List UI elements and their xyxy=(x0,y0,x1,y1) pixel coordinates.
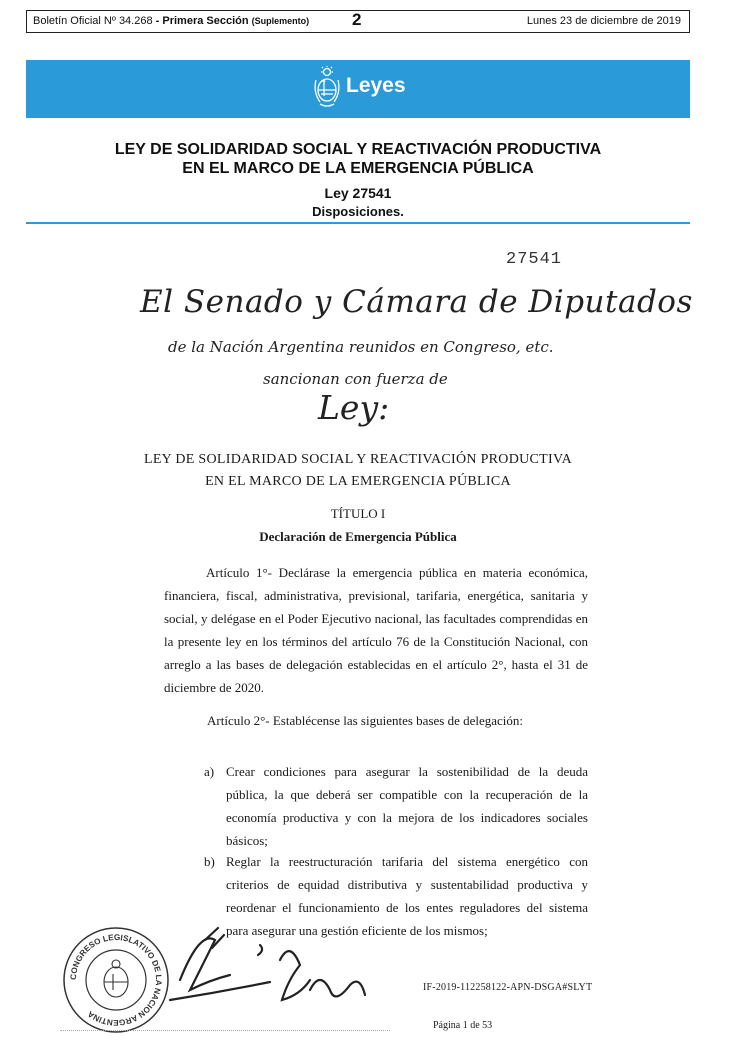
law-section: Disposiciones. xyxy=(312,204,404,219)
page-number: 2 xyxy=(352,10,362,29)
publication-date: Lunes 23 de diciembre de 2019 xyxy=(526,15,681,27)
congress-seal xyxy=(62,926,170,1034)
enacting-clause-line-4: Ley: xyxy=(318,388,390,427)
item-text: Crear condiciones para asegurar la sostenibilidad de la deuda pública, la que deberá ser compatible con la recuperación de la economía productiva y con la mejora de los indicadores sociales básicos; xyxy=(226,764,588,848)
enacting-clause-line-1: El Senado y Cámara de Diputados xyxy=(140,284,693,320)
bulletin-header xyxy=(26,10,690,33)
coat-of-arms-icon xyxy=(104,960,128,997)
bulletin-info xyxy=(33,15,309,27)
law-number: Ley 27541 xyxy=(324,185,392,201)
law-stamp-number: 27541 xyxy=(506,250,563,269)
item-letter: a) xyxy=(204,764,215,779)
item-letter: b) xyxy=(204,854,215,869)
law-title-line-2: EN EL MARCO DE LA EMERGENCIA PÚBLICA xyxy=(182,160,534,177)
item-text: Reglar la reestructuración tarifaria del sistema energético con criterios de equidad distributiva y sustentabilidad productiva y reordenar el funcionamiento de los entes reguladores del sistema para asegurar una gestión eficiente de los mismos; xyxy=(226,854,588,938)
footer-dotted-line xyxy=(60,1030,390,1031)
svg-text:CONGRESO LEGISLATIVO DE LA NAC xyxy=(69,933,163,1027)
header-separator: - xyxy=(152,15,163,27)
argentina-coat-of-arms-icon xyxy=(312,66,342,110)
document-title-line-1: LEY DE SOLIDARIDAD SOCIAL Y REACTIVACIÓN PRODUCTIVA xyxy=(143,452,573,467)
document-title-line-2: EN EL MARCO DE LA EMERGENCIA PÚBLICA xyxy=(205,474,511,489)
banner-label: Leyes xyxy=(346,74,406,97)
seal-text: CONGRESO LEGISLATIVO DE LA NACION ARGENTINA xyxy=(68,932,164,1028)
title-heading: TÍTULO I xyxy=(330,506,386,521)
signature-scribble xyxy=(160,920,380,1020)
article-1: Artículo 1°- Declárase la emergencia pública en materia económica, financiera, fiscal, administrativa, previsional, tarifaria, energética, sanitaria y social, y delégase en el Poder Ejecutivo nacional, las facultades comprendidas en la presente ley en los términos del artículo 76 de la Constitución Nacional, con arreglo a las bases de delegación establecidas en el artículo 2°, hasta el 31 de diciembre de 2020. xyxy=(164,565,588,695)
title-name: Declaración de Emergencia Pública xyxy=(259,529,457,544)
enacting-clause-line-2: de la Nación Argentina reunidos en Congreso, etc. xyxy=(168,338,554,356)
divider xyxy=(26,222,690,224)
section-name: Primera Sección xyxy=(162,15,249,27)
bulletin-number: Boletín Oficial Nº 34.268 xyxy=(33,15,153,27)
page-counter: Página 1 de 53 xyxy=(433,1020,493,1031)
supplement-label: (Suplemento) xyxy=(251,16,310,26)
document-id: IF-2019-112258122-APN-DSGA#SLYT xyxy=(423,982,593,993)
law-title-line-1: LEY DE SOLIDARIDAD SOCIAL Y REACTIVACIÓN PRODUCTIVA xyxy=(114,141,602,158)
section-banner xyxy=(26,60,690,118)
enacting-clause-line-3: sancionan con fuerza de xyxy=(263,370,448,388)
article-2: Artículo 2°- Establécense las siguientes bases de delegación: xyxy=(207,713,524,728)
